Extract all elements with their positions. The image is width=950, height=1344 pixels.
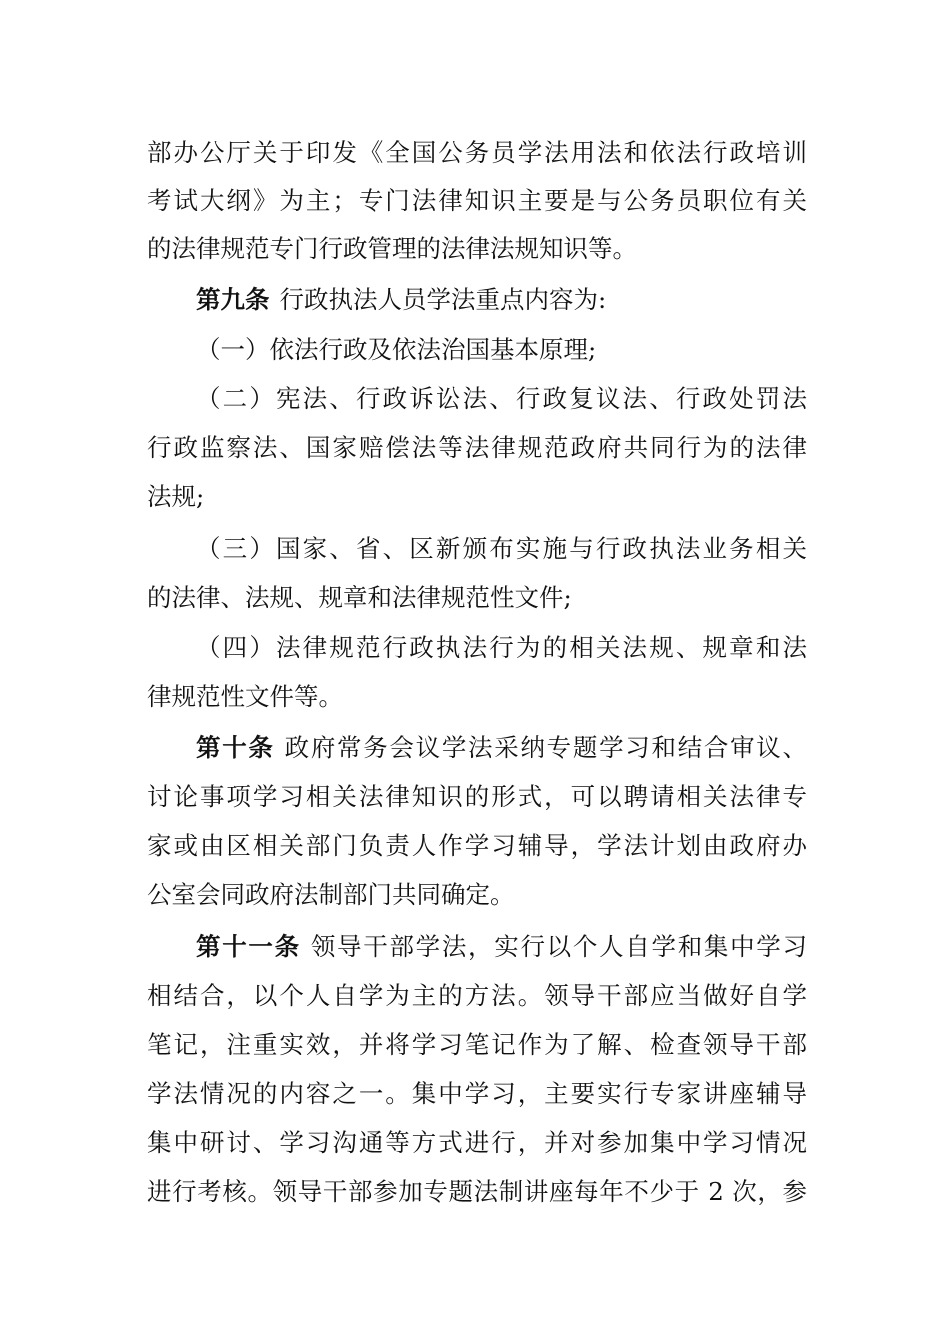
paragraph-line: 法规;	[147, 482, 205, 511]
article-11-label: 第十一条	[196, 932, 301, 961]
article-10-heading-line	[196, 732, 807, 764]
article-10-label: 第十条	[196, 733, 275, 762]
paragraph-line: 部办公厅关于印发《全国公务员学法用法和依法行政培训	[147, 138, 807, 167]
paragraph-line: 律规范性文件等。	[147, 682, 343, 711]
article-9-heading-line	[196, 284, 807, 316]
paragraph-line: 考试大纲》为主；专门法律知识主要是与公务员职位有关	[147, 186, 807, 215]
article-11-heading-line	[196, 931, 807, 963]
paragraph-line: 家或由区相关部门负责人作学习辅导，学法计划由政府办	[147, 831, 807, 860]
article-11-text: 领导干部学法，实行以个人自学和集中学习	[310, 932, 808, 961]
paragraph-line: 集中研讨、学习沟通等方式进行，并对参加集中学习情况	[147, 1128, 807, 1157]
item-4-line: （四）法律规范行政执法行为的相关法规、规章和法	[196, 633, 807, 662]
paragraph-line: 讨论事项学习相关法律知识的形式，可以聘请相关法律专	[147, 782, 807, 811]
paragraph-line: 笔记，注重实效，并将学习笔记作为了解、检查领导干部	[147, 1030, 807, 1059]
item-3-line: （三）国家、省、区新颁布实施与行政执法业务相关	[196, 534, 807, 563]
item-1-line: （一）依法行政及依法治国基本原理;	[196, 335, 597, 364]
item-2-line: （二）宪法、行政诉讼法、行政复议法、行政处罚法	[196, 384, 807, 413]
article-9-label: 第九条	[196, 285, 270, 314]
article-10-text: 政府常务会议学法采纳专题学习和结合审议、	[284, 733, 808, 762]
paragraph-line: 学法情况的内容之一。集中学习，主要实行专家讲座辅导	[147, 1079, 807, 1108]
article-9-text: 行政执法人员学法重点内容为:	[279, 285, 607, 314]
paragraph-line: 相结合，以个人自学为主的方法。领导干部应当做好自学	[147, 981, 807, 1010]
paragraph-line: 的法律规范专门行政管理的法律法规知识等。	[147, 234, 637, 263]
paragraph-line: 行政监察法、国家赔偿法等法律规范政府共同行为的法律	[147, 433, 807, 462]
paragraph-line: 进行考核。领导干部参加专题法制讲座每年不少于 2 次，参	[147, 1177, 807, 1206]
paragraph-line: 公室会同政府法制部门共同确定。	[147, 880, 515, 909]
paragraph-line: 的法律、法规、规章和法律规范性文件;	[147, 583, 572, 612]
